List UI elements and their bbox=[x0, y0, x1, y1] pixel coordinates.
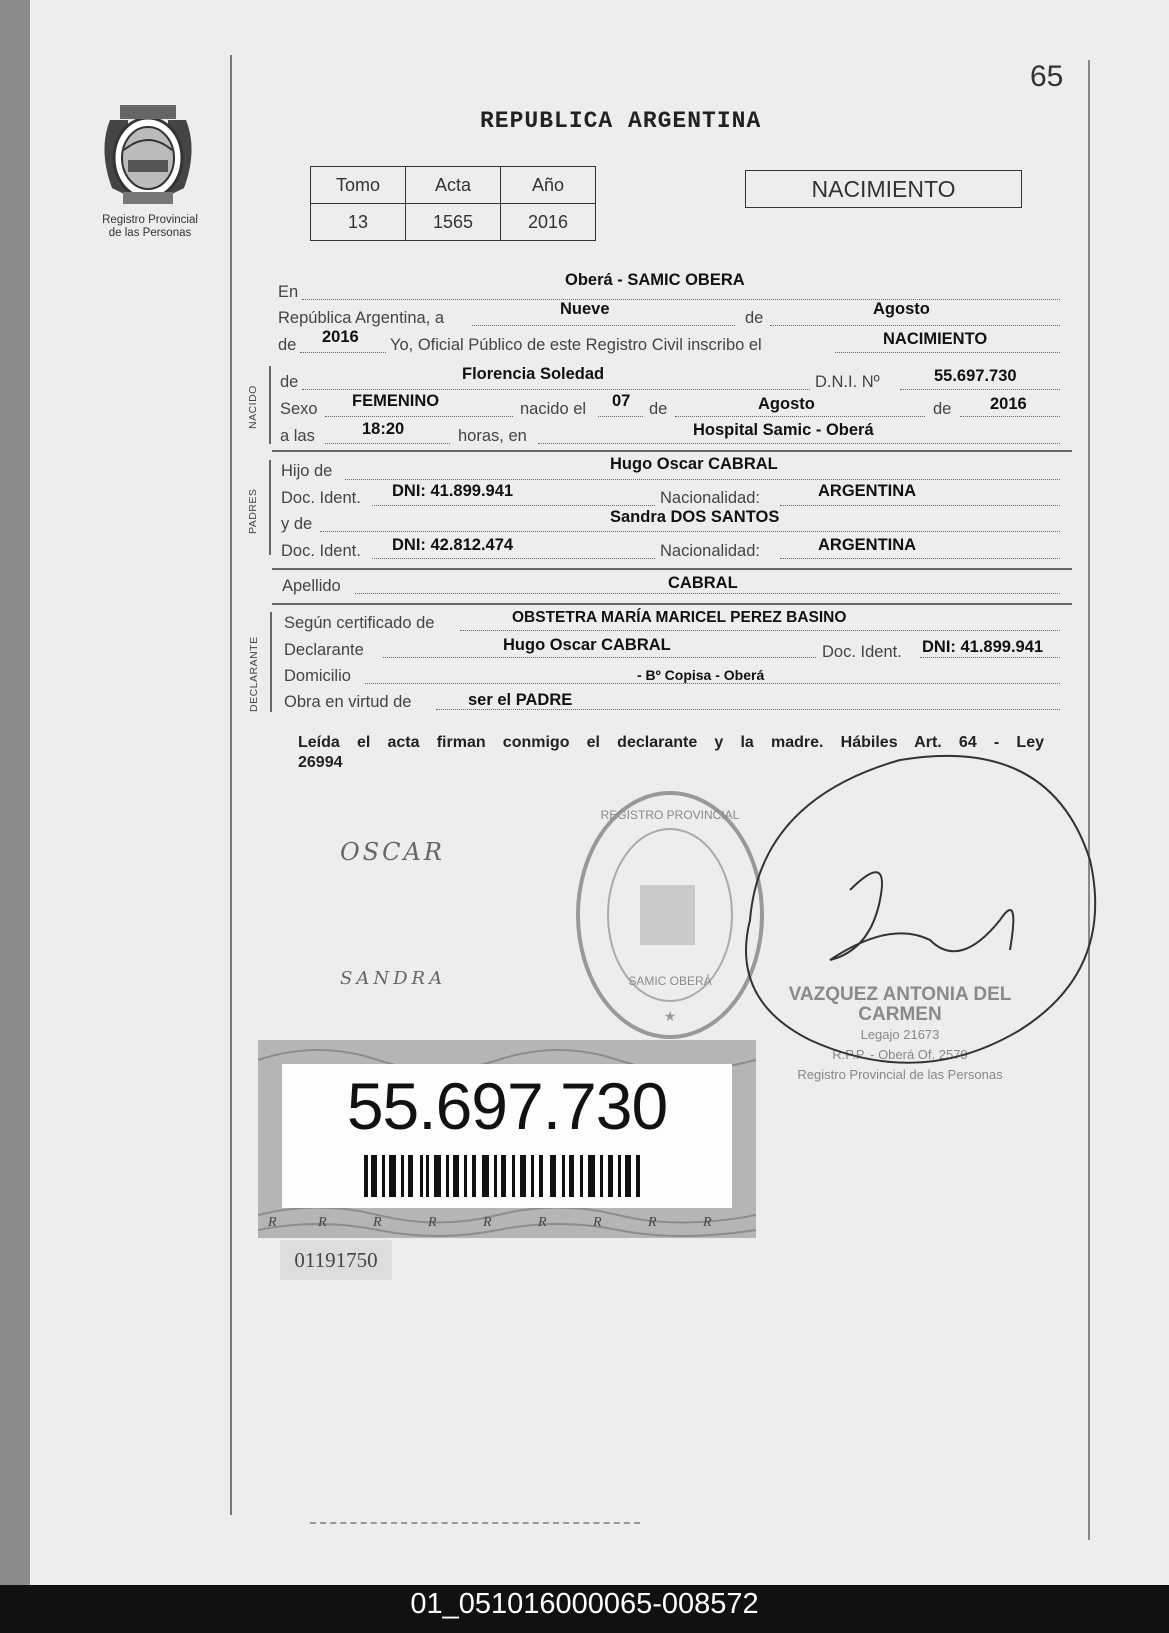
nacido-bracket bbox=[269, 366, 271, 444]
birth-year: 2016 bbox=[990, 395, 1027, 413]
registration-place: Oberá - SAMIC OBERA bbox=[565, 271, 745, 289]
place-underline bbox=[302, 299, 1060, 300]
declarante-label: Declarante bbox=[284, 641, 364, 659]
child-sex: FEMENINO bbox=[352, 392, 440, 410]
reference-table bbox=[310, 166, 596, 241]
apellido-divider bbox=[272, 603, 1072, 605]
dni-underline bbox=[900, 389, 1060, 390]
father-nationality-label: Nacionalidad: bbox=[660, 489, 760, 507]
father-name-underline bbox=[345, 479, 1060, 480]
year-underline bbox=[300, 352, 386, 353]
pattern-r-5: R bbox=[483, 1215, 492, 1230]
declarante-name: Hugo Oscar CABRAL bbox=[503, 636, 671, 654]
child-name: Florencia Soledad bbox=[462, 365, 605, 383]
logo-caption-line2: de las Personas bbox=[108, 227, 192, 239]
officer-legajo: Legajo 21673 bbox=[860, 1027, 940, 1042]
birth-day-underline bbox=[598, 416, 643, 417]
domicilio-label: Domicilio bbox=[284, 667, 351, 685]
declarante-section-label: DECLARANTE bbox=[248, 636, 260, 712]
dni-label: D.N.I. Nº bbox=[815, 373, 880, 391]
svg-text:★: ★ bbox=[663, 1008, 677, 1024]
obra-label: Obra en virtud de bbox=[284, 693, 412, 711]
padres-bracket bbox=[269, 460, 271, 555]
birth-month: Agosto bbox=[758, 395, 815, 413]
inscribed-underline bbox=[835, 352, 1060, 353]
acta-value: 1565 bbox=[406, 204, 501, 241]
mother-nationality-underline bbox=[780, 558, 1060, 559]
provincial-emblem-logo bbox=[98, 100, 198, 210]
republic-label: República Argentina, a bbox=[278, 309, 445, 327]
page-number: 65 bbox=[1030, 60, 1064, 93]
mother-doc-label: Doc. Ident. bbox=[281, 542, 361, 560]
registration-day: Nueve bbox=[560, 300, 610, 318]
y-de-label: y de bbox=[281, 515, 313, 533]
nacido-el-label: nacido el bbox=[520, 400, 587, 418]
domicilio-underline bbox=[365, 683, 1060, 684]
pattern-r-8: R bbox=[648, 1215, 657, 1230]
sexo-label: Sexo bbox=[280, 400, 318, 418]
father-doc-underline bbox=[372, 505, 655, 506]
birth-year-underline bbox=[960, 416, 1060, 417]
document-type-box: NACIMIENTO bbox=[745, 170, 1022, 208]
inscribed-type: NACIMIENTO bbox=[883, 330, 988, 348]
domicilio-value: - Bº Copisa - Oberá bbox=[637, 667, 765, 683]
father-doc: DNI: 41.899.941 bbox=[392, 482, 514, 500]
closing-line1: Leída el acta firman conmigo el declarante y la madre. Hábiles Art. 64 - Ley bbox=[298, 734, 1044, 751]
birth-place-underline bbox=[538, 443, 1060, 444]
de-label-birth-day: de bbox=[649, 400, 668, 418]
signature-oscar: OSCAR bbox=[340, 838, 445, 866]
footer-dashed-line bbox=[310, 1522, 640, 1524]
official-signature bbox=[720, 740, 1120, 1100]
tomo-header: Tomo bbox=[311, 167, 406, 204]
father-nationality: ARGENTINA bbox=[818, 482, 917, 500]
hijo-de-label: Hijo de bbox=[281, 462, 333, 480]
country-title: REPUBLICA ARGENTINA bbox=[480, 108, 762, 134]
officer-office: R.P.P. - Oberá Of. 2579 bbox=[832, 1047, 968, 1062]
signature-sandra: SANDRA bbox=[340, 968, 447, 989]
apellido-value: CABRAL bbox=[668, 574, 738, 592]
year-prefix-label: de bbox=[278, 336, 297, 354]
pattern-r-9: R bbox=[703, 1215, 712, 1230]
birth-time: 18:20 bbox=[362, 420, 405, 438]
padres-divider bbox=[272, 568, 1072, 570]
footer-document-id: 01_051016000065-008572 bbox=[410, 1588, 759, 1620]
pattern-r-6: R bbox=[538, 1215, 547, 1230]
declarante-doc: DNI: 41.899.941 bbox=[922, 638, 1044, 656]
anio-header: Año bbox=[501, 167, 596, 204]
child-name-underline bbox=[302, 389, 810, 390]
left-margin-rule bbox=[230, 55, 232, 1515]
logo-caption bbox=[75, 214, 225, 240]
padres-section-label: PADRES bbox=[247, 488, 259, 534]
nacido-section-label: NACIDO bbox=[247, 385, 259, 429]
pattern-r-1: R bbox=[268, 1215, 277, 1230]
apellido-label: Apellido bbox=[282, 577, 341, 595]
pattern-r-4: R bbox=[428, 1215, 437, 1230]
logo-caption-line1: Registro Provincial bbox=[102, 214, 198, 226]
de-label-day: de bbox=[745, 309, 764, 327]
birth-place: Hospital Samic - Oberá bbox=[693, 421, 874, 439]
mother-name: Sandra DOS SANTOS bbox=[610, 508, 780, 526]
anio-value: 2016 bbox=[501, 204, 596, 241]
apellido-underline bbox=[355, 593, 1060, 594]
tomo-value: 13 bbox=[311, 204, 406, 241]
horas-label: horas, en bbox=[458, 427, 527, 445]
officer-registry: Registro Provincial de las Personas bbox=[797, 1067, 1003, 1082]
closing-line2: 26994 bbox=[298, 754, 343, 771]
declarante-doc-underline bbox=[920, 657, 1060, 658]
nacido-divider bbox=[272, 450, 1072, 452]
father-doc-label: Doc. Ident. bbox=[281, 489, 361, 507]
de-label-birth-month: de bbox=[933, 400, 952, 418]
pattern-r-7: R bbox=[593, 1215, 602, 1230]
child-dni: 55.697.730 bbox=[934, 367, 1017, 385]
mother-doc: DNI: 42.812.474 bbox=[392, 536, 514, 554]
pattern-r-3: R bbox=[373, 1215, 382, 1230]
registration-month: Agosto bbox=[873, 300, 930, 318]
barcode-number: 55.697.730 bbox=[346, 1069, 668, 1143]
certificate-underline bbox=[460, 630, 1060, 631]
father-name: Hugo Oscar CABRAL bbox=[610, 455, 778, 473]
certificate-label: Según certificado de bbox=[284, 614, 435, 632]
mother-name-underline bbox=[320, 531, 1060, 532]
birth-day: 07 bbox=[612, 392, 631, 410]
declarante-underline bbox=[383, 657, 816, 658]
declarante-doc-label: Doc. Ident. bbox=[822, 643, 902, 661]
seal-ring-text: REGISTRO PROVINCIAL bbox=[600, 808, 740, 822]
acta-header: Acta bbox=[406, 167, 501, 204]
serial-number: 01191750 bbox=[280, 1240, 392, 1280]
a-las-label: a las bbox=[280, 427, 315, 445]
mother-nationality: ARGENTINA bbox=[818, 536, 917, 554]
sexo-underline bbox=[325, 416, 513, 417]
mother-nationality-label: Nacionalidad: bbox=[660, 542, 760, 560]
official-statement: Yo, Oficial Público de este Registro Civil inscribo el bbox=[390, 336, 762, 354]
certificate-value: OBSTETRA MARÍA MARICEL PEREZ BASINO bbox=[512, 609, 847, 626]
registration-year: 2016 bbox=[322, 328, 359, 346]
father-nationality-underline bbox=[780, 505, 1060, 506]
reference-value-row bbox=[311, 204, 596, 241]
birth-time-underline bbox=[325, 443, 450, 444]
month-underline bbox=[770, 325, 1060, 326]
declarante-bracket bbox=[270, 612, 272, 712]
officer-name: VAZQUEZ ANTONIA DEL CARMEN bbox=[788, 984, 1012, 1025]
nacido-de-label: de bbox=[280, 373, 299, 391]
birth-month-underline bbox=[675, 416, 925, 417]
pattern-r-2: R bbox=[318, 1215, 327, 1230]
obra-value: ser el PADRE bbox=[468, 691, 573, 709]
seal-inner-text: SAMIC OBERÁ bbox=[628, 974, 712, 988]
day-underline bbox=[472, 325, 735, 326]
mother-doc-underline bbox=[372, 558, 655, 559]
en-label: En bbox=[278, 283, 299, 301]
reference-header-row bbox=[311, 167, 596, 204]
